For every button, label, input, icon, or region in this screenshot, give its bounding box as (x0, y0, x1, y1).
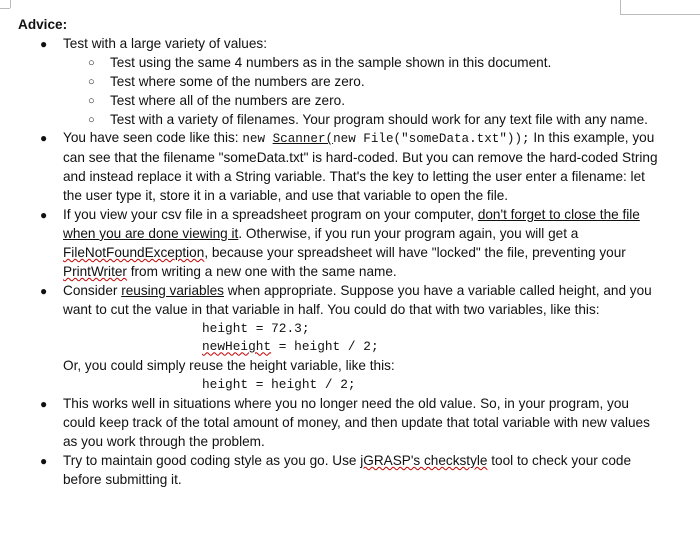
circle-bullet-icon: ○ (88, 113, 95, 126)
list-item-test-values (18, 35, 658, 54)
sub-list-item: ○ Test where all of the numbers are zero. (18, 92, 658, 111)
reusing-variables-link[interactable]: reusing variables (121, 282, 224, 298)
list-item-hardcoded-filename: ● You have seen code like this: new Scanner(new File("someData.txt")); In this example, you can see that the filename "someData.txt" is hard-coded. But you can remove the hard-coded String and instead replace it with a String variable. That's the key to letting the user enter a filename: let the user type it, store it in a variable, and use that variable to open the file. (40, 130, 658, 204)
page-corner-right-horizontal (620, 14, 700, 15)
page-corner-right-vertical (620, 0, 621, 14)
bullet-icon: ● (40, 36, 48, 51)
sub-list-item: ○ Test using the same 4 numbers as in the sample shown in this document. (18, 54, 658, 73)
page-corner-left-vertical (10, 0, 11, 8)
bullet-icon: ● (40, 283, 48, 298)
list-item-text: Test with a large variety of values: (63, 35, 267, 51)
bullet-icon: ● (40, 208, 48, 223)
list-item-close-file: ● If you view your csv file in a spreadsheet program on your computer, don't forget to close the file when you are done viewing it. Otherwise, if you run your program again, you will get a FileNotFoundException, because your spreadsheet will have "locked" the file, preventing your PrintWriter from writing a new one with the same name. (40, 207, 640, 279)
bullet-icon: ● (40, 131, 48, 146)
document-body (18, 16, 658, 490)
list-item-coding-style: ● Try to maintain good coding style as you go. Use jGRASP's checkstyle tool to check your code before submitting it. (40, 452, 632, 487)
page-corner-left-horizontal (0, 8, 10, 9)
advice-heading: Advice: (18, 17, 68, 32)
inline-code-scanner: Scanner( (272, 132, 334, 147)
close-file-link[interactable]: don't forget to close the file when you are done viewing it (63, 207, 640, 241)
circle-bullet-icon: ○ (88, 94, 95, 107)
spellcheck-word: PrintWriter (63, 263, 127, 279)
spellcheck-word: FileNotFoundException (63, 244, 205, 260)
bullet-icon: ● (40, 453, 48, 468)
code-line: height = height / 2; (202, 377, 356, 393)
code-line: height = 72.3; (202, 320, 310, 336)
code-line: newHeight = height / 2; (202, 339, 379, 355)
circle-bullet-icon: ○ (88, 56, 95, 69)
list-item-old-value: ● This works well in situations where you no longer need the old value. So, in your program, you could keep track of the total amount of money, and then update that total variable with new values as you work through the problem. (40, 396, 650, 449)
inline-code: new File("someData.txt")); (333, 132, 530, 147)
bullet-icon: ● (40, 397, 48, 412)
list-item-reuse-variables: ● Consider reusing variables when appropriate. Suppose you have a variable called height, and you want to cut the value in that variable in half. You could do that with two variables, like this: (40, 282, 652, 317)
spellcheck-word: newHeight (202, 339, 272, 355)
circle-bullet-icon: ○ (88, 75, 95, 88)
inline-code: new (242, 132, 273, 147)
paragraph-or: Or, you could simply reuse the height variable, like this: (63, 358, 395, 374)
sub-list-item: ○ Test with a variety of filenames. Your program should work for any text file with any name. (18, 111, 658, 130)
sub-list-item: ○ Test where some of the numbers are zero. (18, 73, 658, 92)
spellcheck-word: jGRASP's checkstyle (360, 452, 488, 468)
